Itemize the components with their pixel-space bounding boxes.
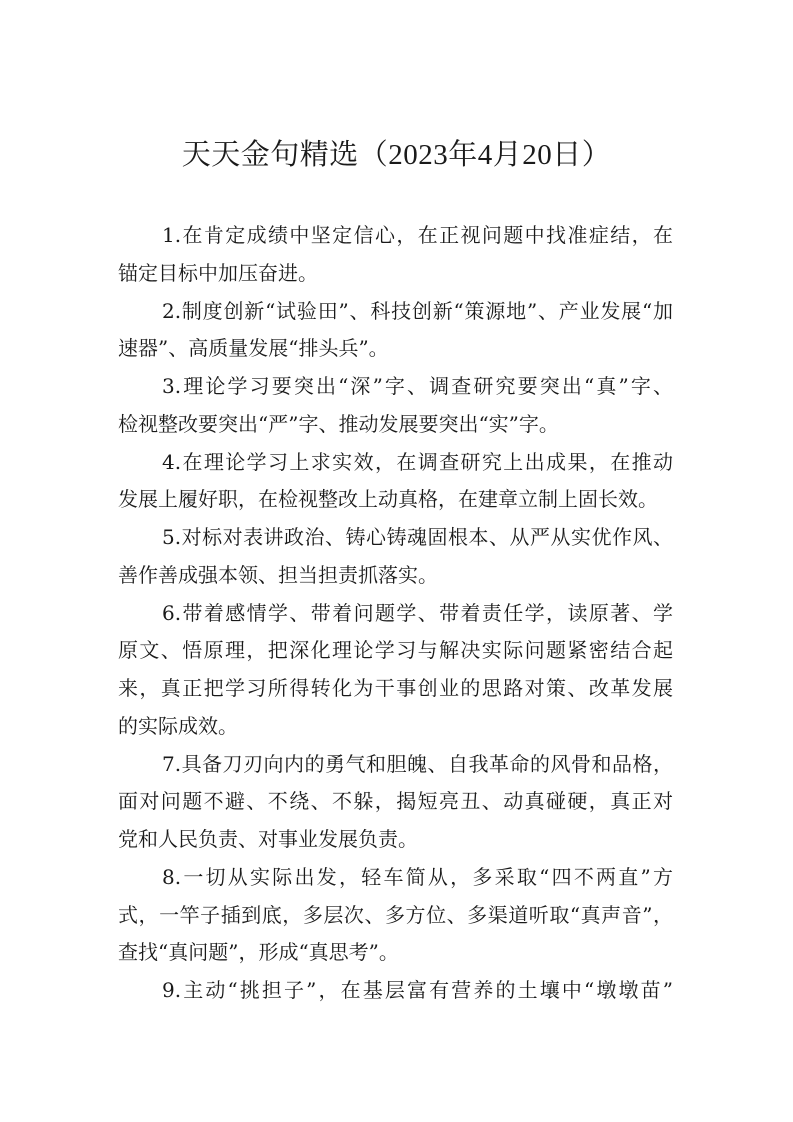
- paragraph-1: [118, 217, 673, 293]
- text-line: 查找“真问题”，形成“真思考”。: [118, 940, 399, 965]
- text-line: 3.理论学习要突出“深”字、调查研究要突出“真”字、: [162, 374, 673, 398]
- text-line: 原文、悟原理，把深化理论学习与解决实际问题紧密结合起: [118, 638, 673, 663]
- text-line: 7.具备刀刃向内的勇气和胆魄、自我革命的风骨和品格，: [162, 751, 673, 776]
- text-line: 5.对标对表讲政治、铸心铸魂固根本、从严从实优作风、: [162, 525, 673, 549]
- paragraph-2: [118, 293, 673, 369]
- text-line: 面对问题不避、不绕、不躲，揭短亮丑、动真碰硬，真正对: [118, 789, 673, 814]
- paragraph-9: [118, 972, 673, 1010]
- page-title: 天天金句精选（2023年4月20日）: [181, 139, 612, 171]
- text-line: 党和人民负责、对事业发展负责。: [118, 827, 418, 851]
- paragraph-4: [118, 444, 673, 520]
- text-line: 式，一竿子插到底，多层次、多方位、多渠道听取“真声音”，: [118, 902, 673, 927]
- paragraph-5: [118, 519, 673, 595]
- text-line: 1.在肯定成绩中坚定信心，在正视问题中找准症结，在: [162, 223, 673, 247]
- text-line: 4.在理论学习上求实效，在调查研究上出成果，在推动: [162, 449, 673, 474]
- text-line: 锚定目标中加压奋进。: [118, 260, 318, 285]
- text-line: 6.带着感情学、带着问题学、带着责任学，读原著、学: [162, 600, 673, 625]
- text-line: 来，真正把学习所得转化为干事创业的思路对策、改革发展: [118, 676, 673, 700]
- text-line: 9.主动“挑担子”，在基层富有营养的土壤中“墩墩苗”: [162, 978, 673, 1002]
- text-line: 的实际成效。: [118, 713, 238, 738]
- text-line: 8.一切从实际出发，轻车简从，多采取“四不两直”方: [162, 864, 673, 889]
- text-line: 速器”、高质量发展“排头兵”。: [118, 336, 389, 361]
- text-line: 发展上履好职，在检视整改上动真格，在建章立制上固长效。: [118, 487, 658, 512]
- paragraph-8: [118, 859, 673, 972]
- text-line: 善作善成强本领、担当担责抓落实。: [118, 562, 438, 587]
- document-body: [118, 217, 673, 1010]
- text-line: 检视整改要突出“严”字、推动发展要突出“实”字。: [118, 411, 559, 436]
- paragraph-7: [118, 746, 673, 859]
- paragraph-6: [118, 595, 673, 746]
- text-line: 2.制度创新“试验田”、科技创新“策源地”、产业发展“加: [162, 298, 673, 323]
- paragraph-3: [118, 368, 673, 444]
